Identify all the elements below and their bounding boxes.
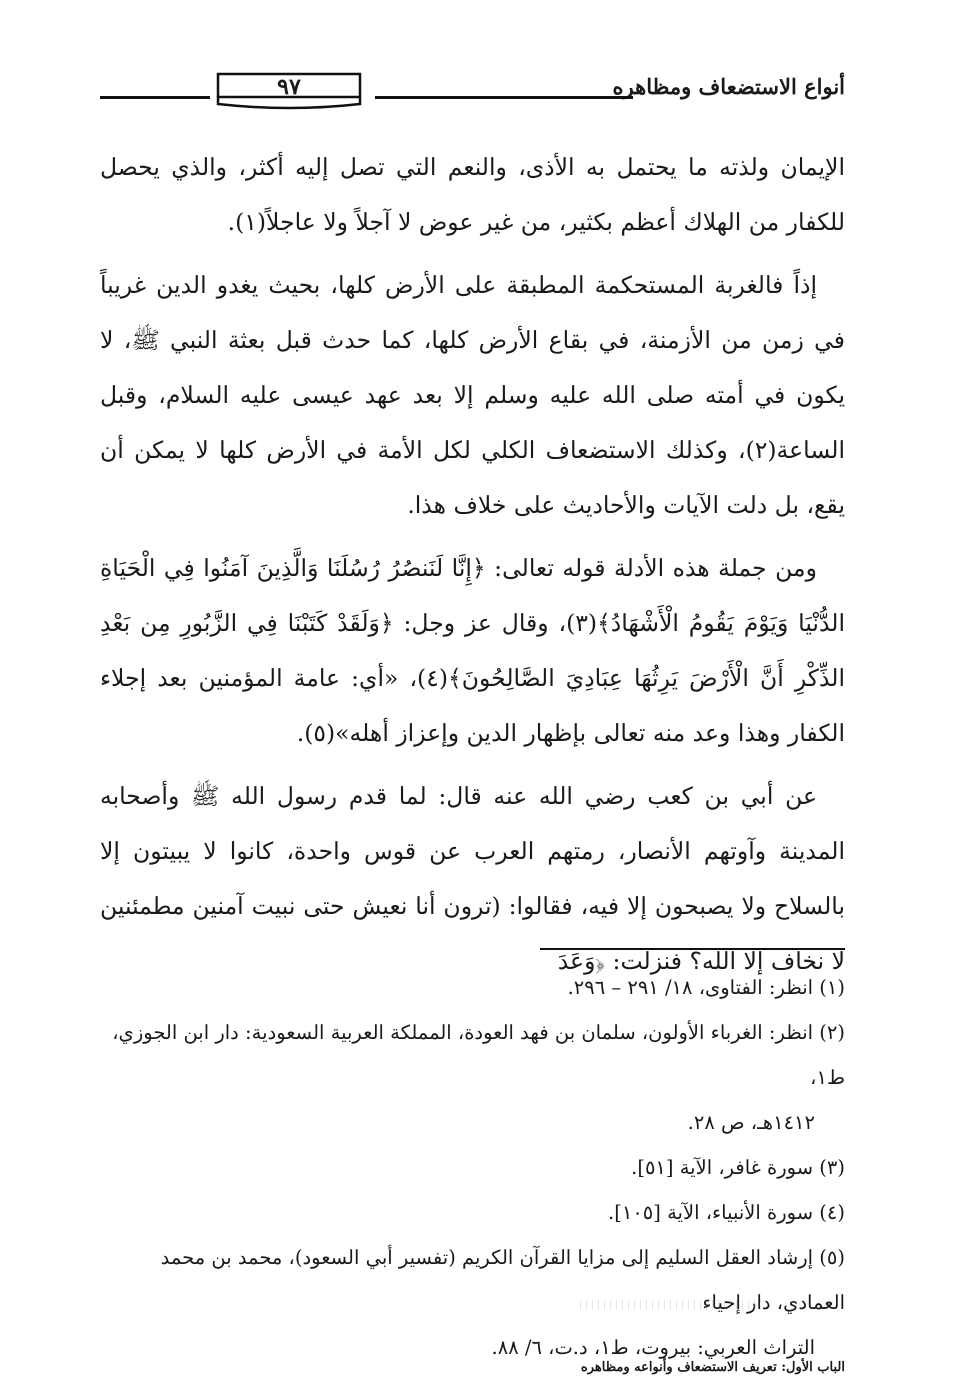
header-rule-left xyxy=(100,96,210,99)
paragraph: إذاً فالغربة المستحكمة المطبقة على الأرض كلها، بحيث يغدو الدين غريباً في زمن من الأزمنة، في بقاع الأرض كلها، كما حدث قبل بعثة النبي ﷺ، لا يكون في أمته صلى الله عليه وسلم إلا بعد عهد عيسى عليه السلام، وقبل الساعة(٢)، وكذلك الاستضعاف الكلي لكل الأمة في الأرض كلها لا يمكن أن يقع، بل دلت الآيات والأحاديث على خلاف هذا. xyxy=(100,271,845,519)
footnote: (١) انظر: الفتاوى، ١٨/ ٢٩١ – ٢٩٦. xyxy=(567,976,845,999)
scan-noise xyxy=(580,1300,760,1310)
running-footer: الباب الأول: تعريف الاستضعاف وأنواعه ومظاهره xyxy=(580,1360,845,1375)
paragraph: ومن جملة هذه الأدلة قوله تعالى: ﴿إِنَّا لَنَنصُرُ رُسُلَنَا وَالَّذِينَ آمَنُوا فِي الْحَيَاةِ الدُّنْيَا وَيَوْمَ يَقُومُ الْأَشْهَادُ﴾(٣)، وقال عز وجل: ﴿وَلَقَدْ كَتَبْنَا فِي الزَّبُورِ مِن بَعْدِ الذِّكْرِ أَنَّ الْأَرْضَ يَرِثُهَا عِبَادِيَ الصَّالِحُونَ﴾(٤)، «أي: عامة المؤمنين بعد إجلاء الكفار وهذا وعد منه تعالى بإظهار الدين وإعزاز أهله»(٥). xyxy=(100,554,845,747)
running-header xyxy=(100,68,845,118)
footnote-continuation: التراث العربي: بيروت، ط١، د.ت، ٦/ ٨٨. xyxy=(491,1336,815,1359)
footnote: (٥) إرشاد العقل السليم إلى مزايا القرآن الكريم (تفسير أبي السعود)، محمد بن محمد العمادي، دار إحياء xyxy=(160,1246,845,1314)
chapter-title: أنواع الاستضعاف ومظاهره xyxy=(612,74,845,99)
paragraph: الإيمان ولذته ما يحتمل به الأذى، والنعم التي تصل إليه أكثر، والذي يحصل للكفار من الهلاك أعظم بكثير، من غير عوض لا آجلاً ولا عاجلاً(١). xyxy=(100,153,845,236)
main-text xyxy=(100,140,845,997)
header-rule-right xyxy=(375,96,633,99)
footnote: (٤) سورة الأنبياء، الآية [١٠٥]. xyxy=(608,1201,845,1224)
footnote: (٣) سورة غافر، الآية [٥١]. xyxy=(631,1156,845,1179)
page-number-box xyxy=(214,68,364,110)
page-number: ٩٧ xyxy=(277,74,301,100)
footnote: (٢) انظر: الغرباء الأولون، سلمان بن فهد العودة، المملكة العربية السعودية: دار ابن الجوزي، ط١، xyxy=(112,1021,845,1089)
footnote-continuation: ١٤١٢هـ، ص ٢٨. xyxy=(687,1111,815,1134)
paragraph: عن أبي بن كعب رضي الله عنه قال: لما قدم رسول الله ﷺ وأصحابه المدينة وآوتهم الأنصار، رمتهم العرب عن قوس واحدة، كانوا لا يبيتون إلا بالسلاح ولا يصبحون إلا فيه، فقالوا: (ترون أنا نعيش حتى نبيت آمنين مطمئنين لا نخاف إلا الله؟ فنزلت: ﴿وَعَدَ xyxy=(100,782,845,975)
footnote-separator xyxy=(540,948,845,950)
